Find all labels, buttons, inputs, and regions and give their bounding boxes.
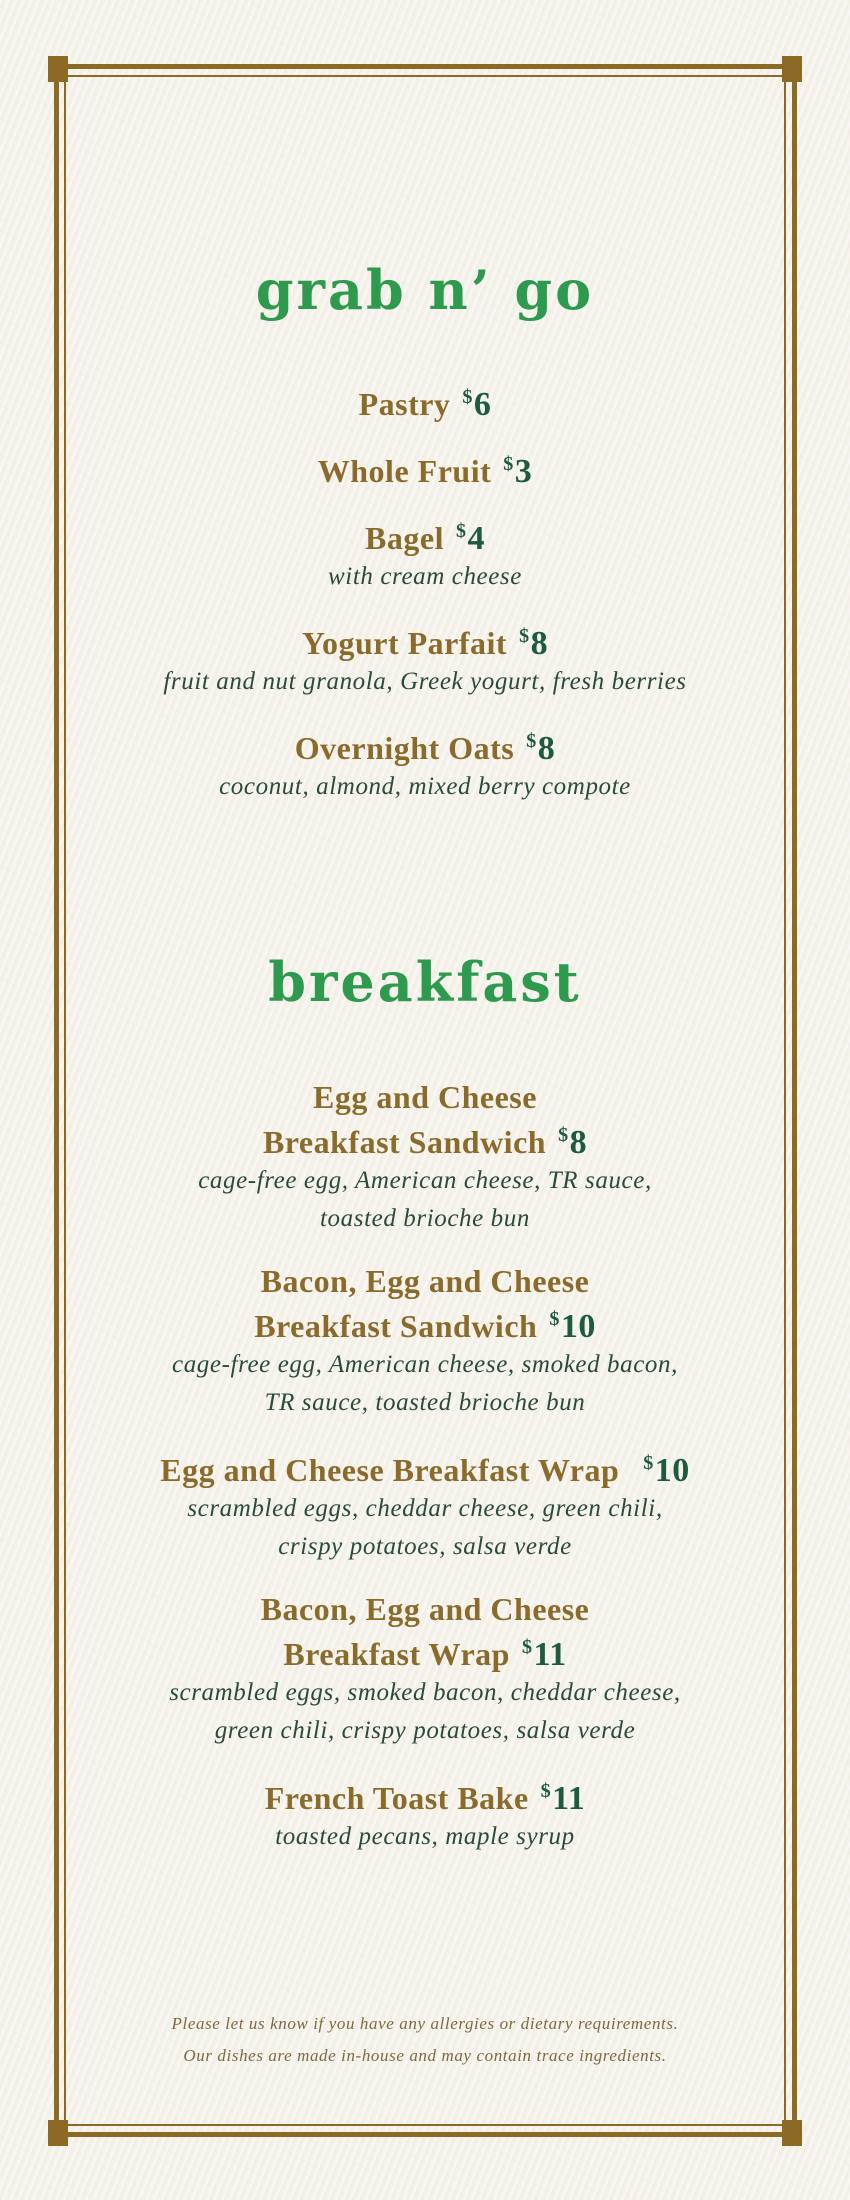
menu-item-egg-cheese-wrap xyxy=(0,1444,850,1566)
item-description-line2: toasted brioche bun xyxy=(320,1205,530,1232)
item-description: coconut, almond, mixed berry compote xyxy=(219,773,631,800)
item-name: Yogurt Parfait xyxy=(301,625,508,661)
item-name: Bagel xyxy=(365,520,444,556)
item-description-line1: toasted pecans, maple syrup xyxy=(275,1823,575,1850)
menu-item-egg-cheese-sandwich xyxy=(0,1078,850,1238)
item-description: with cream cheese xyxy=(328,563,522,590)
menu-item-french-toast-bake xyxy=(0,1772,850,1856)
menu-item-whole-fruit xyxy=(0,445,850,491)
item-name-line1: French Toast Bake xyxy=(264,1780,529,1816)
menu-item-bacon-egg-cheese-sandwich xyxy=(0,1262,850,1422)
item-description: fruit and nut granola, Greek yogurt, fresh berries xyxy=(163,668,687,695)
item-description-line2: TR sauce, toasted brioche bun xyxy=(264,1389,586,1416)
item-name-line1: Egg and Cheese Breakfast Wrap xyxy=(160,1452,620,1488)
item-name: Overnight Oats xyxy=(294,730,515,766)
item-description-line2: green chili, crispy potatoes, salsa verde xyxy=(214,1717,636,1744)
item-description-line2: crispy potatoes, salsa verde xyxy=(278,1533,572,1560)
item-price: $4 xyxy=(455,520,485,557)
item-name-line1: Bacon, Egg and Cheese xyxy=(260,1591,590,1627)
menu-item-overnight-oats xyxy=(0,722,850,806)
item-name: Whole Fruit xyxy=(317,453,492,489)
frame-bottom-outer xyxy=(66,2132,784,2137)
item-price: $10 xyxy=(549,1308,596,1345)
item-price: $8 xyxy=(519,625,549,662)
section-title-breakfast: breakfast xyxy=(268,950,582,1014)
item-price: $8 xyxy=(558,1124,588,1161)
allergy-notice-line1: Please let us know if you have any allergies or dietary requirements. xyxy=(171,2014,679,2033)
item-name-line1: Bacon, Egg and Cheese xyxy=(260,1263,590,1299)
menu-item-bacon-egg-cheese-wrap xyxy=(0,1590,850,1750)
item-price: $3 xyxy=(503,453,533,490)
item-price: $6 xyxy=(462,386,492,423)
item-price: $11 xyxy=(521,1636,567,1673)
item-description-line1: scrambled eggs, cheddar cheese, green chili, xyxy=(187,1495,663,1522)
item-description-line1: cage-free egg, American cheese, smoked bacon, xyxy=(172,1351,678,1378)
item-name-line1: Egg and Cheese xyxy=(313,1079,537,1115)
frame-corner-bottom-right xyxy=(782,2120,802,2146)
section-title-grab-n-go: grab n’ go xyxy=(255,258,595,322)
allergy-notice-line2: Our dishes are made in-house and may contain trace ingredients. xyxy=(183,2046,667,2065)
menu-item-pastry xyxy=(0,378,850,424)
frame-top-inner xyxy=(66,75,784,77)
menu-item-yogurt-parfait xyxy=(0,617,850,701)
frame-corner-top-left xyxy=(48,56,68,82)
item-description-line1: scrambled eggs, smoked bacon, cheddar cheese, xyxy=(169,1679,681,1706)
item-name-line2: Breakfast Sandwich xyxy=(262,1124,547,1160)
item-price: $8 xyxy=(526,730,556,767)
frame-bottom-inner xyxy=(66,2124,784,2126)
menu-item-bagel xyxy=(0,512,850,596)
frame-corner-top-right xyxy=(782,56,802,82)
item-description-line1: cage-free egg, American cheese, TR sauce, xyxy=(198,1167,652,1194)
allergy-notice xyxy=(0,2008,850,2072)
item-price: $11 xyxy=(540,1780,586,1817)
item-name-line2: Breakfast Sandwich xyxy=(254,1308,538,1344)
item-name: Pastry xyxy=(358,386,451,422)
item-name-line2: Breakfast Wrap xyxy=(283,1636,510,1672)
item-price: $10 xyxy=(643,1452,690,1489)
frame-top-outer xyxy=(66,64,784,69)
frame-corner-bottom-left xyxy=(48,2120,68,2146)
